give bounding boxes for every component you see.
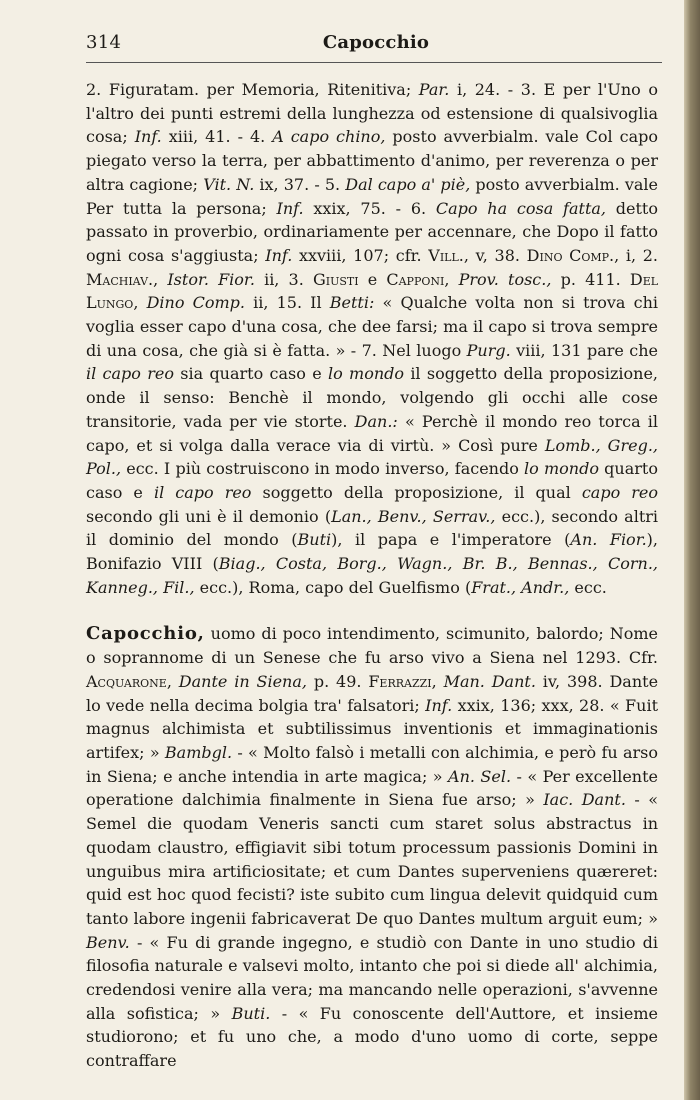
italic-run: Biag., Costa, Borg., Wagn., Br. B., Bennas., Corn., Kanneg., Fil., bbox=[86, 554, 658, 597]
text-run: xiii, 41. - 4. bbox=[161, 127, 273, 147]
entry-capo-continuation bbox=[86, 78, 658, 599]
text-run: , v, 38. bbox=[463, 245, 527, 265]
italic-run: Buti bbox=[297, 530, 332, 550]
text-run: , bbox=[444, 269, 459, 289]
text-run: « Qualche volta non si trova chi voglia esser capo d'una cosa, che dee farsi; ma il capo si trova sempre di una cosa, che già si è fatta. » - 7. Nel luogo bbox=[86, 293, 658, 360]
italic-run: Benv. bbox=[86, 932, 130, 952]
italic-run: Istor. Fior. bbox=[167, 269, 255, 289]
text-run: viii, 131 pare che bbox=[510, 340, 659, 360]
text-run: ), Bonifazio VIII ( bbox=[86, 530, 658, 574]
text-run: ecc. bbox=[569, 577, 607, 597]
entry-capocchio bbox=[86, 622, 658, 1072]
text-run: xxix, 136; xxx, 28. « Fuit magnus alchimista et subtilissimus inventionis et immaginationis artifex; » bbox=[86, 695, 659, 762]
italic-run: Prov. tosc., bbox=[458, 269, 552, 289]
italic-run: Dan.: bbox=[354, 411, 398, 431]
italic-run: lo mondo bbox=[524, 459, 599, 479]
italic-run: Inf. bbox=[265, 245, 293, 265]
text-run: « Perchè il mondo reo torca il capo, et si volga dalla verace via di virtù. » Così pure bbox=[86, 411, 659, 455]
text-run: , bbox=[133, 293, 147, 313]
text-run: secondo gli uni è il demonio ( bbox=[86, 506, 332, 526]
text-run: ), il papa e l'imperatore ( bbox=[331, 530, 571, 550]
page-header bbox=[86, 30, 666, 60]
text-run: ecc. I più costruiscono in modo inverso, facendo bbox=[121, 459, 525, 479]
text-run: ii, 15. Il bbox=[244, 293, 330, 313]
italic-run: Purg. bbox=[466, 340, 511, 360]
italic-run: Betti: bbox=[329, 293, 375, 313]
text-run: posto avverbialm. vale Per tutta la persona; bbox=[86, 174, 658, 218]
italic-run: Buti. bbox=[231, 1003, 271, 1023]
italic-run: il capo reo bbox=[153, 482, 252, 502]
italic-run: capo reo bbox=[581, 482, 659, 502]
page-edge bbox=[684, 0, 700, 1100]
author-name: Acquarone bbox=[86, 671, 167, 691]
italic-run: Capo ha cosa fatta, bbox=[435, 198, 607, 218]
body-text bbox=[86, 78, 658, 1073]
italic-run: Inf. bbox=[276, 198, 304, 218]
italic-run: Bambgl. bbox=[164, 742, 233, 762]
text-run: - « Semel die quodam Veneris sancti cum staret solus abstractus in quodam claustro, effigiavit sibi totum processum passionis Domini in unguibus mira artificiositate; et cum Dantes superveniens quæreret: quid est hoc quod fecisti? iste subito cum lingua delevit quidquid cum tanto labore ingenii fabricaverat De quo Dantes multum arguit eum; » bbox=[86, 790, 658, 928]
text-run: ii, 3. bbox=[254, 269, 313, 289]
author-name: Machiav. bbox=[86, 269, 154, 289]
text-run: i, 24. - 3. E per l'Uno o l'altro dei punti estremi della lunghezza od estensione di qualsivoglia cosa; bbox=[86, 80, 658, 147]
italic-run: Inf. bbox=[134, 127, 162, 147]
text-run: ecc.), Roma, capo del Guelfismo ( bbox=[194, 577, 472, 597]
italic-run: Iac. Dant. bbox=[543, 790, 626, 810]
italic-run: Vit. N. bbox=[203, 174, 255, 194]
text-run: xxix, 75. - 6. bbox=[303, 198, 436, 218]
text-run: 2. Figuratam. per Memoria, Ritenitiva; bbox=[86, 80, 419, 99]
italic-run: Man. Dant. bbox=[443, 671, 536, 691]
author-name: Ferrazzi bbox=[368, 671, 432, 691]
italic-run: An. Fior. bbox=[570, 530, 647, 550]
italic-run: il capo reo bbox=[86, 364, 174, 384]
italic-run: An. Sel. bbox=[448, 766, 512, 786]
text-run: - « Per excellente operatione dalchimia finalmente in Siena fue arso; » bbox=[86, 766, 659, 810]
text-run: e bbox=[358, 269, 387, 289]
text-run: , bbox=[153, 269, 168, 289]
text-run: , bbox=[431, 671, 444, 691]
italic-run: Lomb., Greg., Pol., bbox=[86, 435, 658, 479]
header-rule bbox=[86, 62, 662, 63]
italic-run: Lan., Benv., Serrav., bbox=[331, 506, 496, 526]
text-run: p. 411. bbox=[551, 269, 630, 289]
text-run: iv, 398. Dante lo vede nella decima bolgia tra' falsatori; bbox=[86, 671, 659, 715]
italic-run: Par. bbox=[418, 80, 450, 99]
text-run: il soggetto della proposizione, onde il senso: Benchè il mondo, volgendo gli occhi alle cose transitorie, vada per vie storte. bbox=[86, 364, 659, 431]
text-run: posto avverbialm. vale Col capo piegato verso la terra, per abbattimento d'animo, per reverenza o per altra cagione; bbox=[86, 127, 658, 194]
text-run: quarto caso e bbox=[86, 459, 658, 502]
italic-run: Dino Comp. bbox=[146, 293, 245, 313]
italic-run: Inf. bbox=[425, 695, 453, 715]
text-run: xxviii, 107; cfr. bbox=[292, 245, 429, 265]
text-run: - « Fu di grande ingegno, e studiò con Dante in uno studio di filosofia naturale e valsevi molto, intanto che poi si diede all' alchimia, credendosi venire alla vera; ma mancando nelle operazioni, s'avvenne alla sofistica; » bbox=[86, 932, 658, 1023]
text-run: soggetto della proposizione, il qual bbox=[251, 482, 582, 502]
italic-run: A capo chino, bbox=[272, 127, 386, 147]
author-name: Dino Comp. bbox=[526, 245, 615, 265]
text-run: - « Molto falsò i metalli con alchimia, e però fu arso in Siena; e anche intendia in arte magica; » bbox=[86, 742, 658, 786]
running-head: Capocchio bbox=[322, 32, 430, 53]
text-run: p. 49. bbox=[306, 671, 369, 691]
italic-run: lo mondo bbox=[327, 364, 405, 384]
entry-headword: Capocchio, bbox=[86, 623, 205, 645]
author-name: Del Lungo bbox=[86, 269, 659, 313]
italic-run: Frat., Andr., bbox=[471, 577, 570, 597]
text-run: sia quarto caso e bbox=[173, 364, 328, 384]
italic-run: Dante in Siena, bbox=[178, 671, 307, 691]
text-run: , bbox=[166, 671, 179, 691]
text-run: , i, 2. bbox=[614, 245, 659, 265]
text-run: - « Fu conoscente dell'Auttore, et insieme studiorono; et fu uno che, a modo d'uno uomo di corte, seppe contraffare bbox=[86, 1003, 659, 1071]
text-run: detto passato in proverbio, ordinariamente per accennare, che Dopo il fatto ogni cosa s'aggiusta; bbox=[86, 198, 658, 265]
text-run: ix, 37. - 5. bbox=[254, 174, 346, 194]
author-name: Capponi bbox=[386, 269, 445, 289]
italic-run: Dal capo a' piè, bbox=[345, 174, 471, 194]
text-run: uomo di poco intendimento, scimunito, balordo; Nome o soprannome di un Senese che fu arso vivo a Siena nel 1293. Cfr. bbox=[86, 624, 658, 668]
author-name: Vill. bbox=[428, 245, 464, 265]
author-name: Giusti bbox=[312, 269, 359, 289]
text-run: ecc.), secondo altri il dominio del mondo ( bbox=[86, 506, 659, 550]
page-number: 314 bbox=[86, 32, 122, 53]
